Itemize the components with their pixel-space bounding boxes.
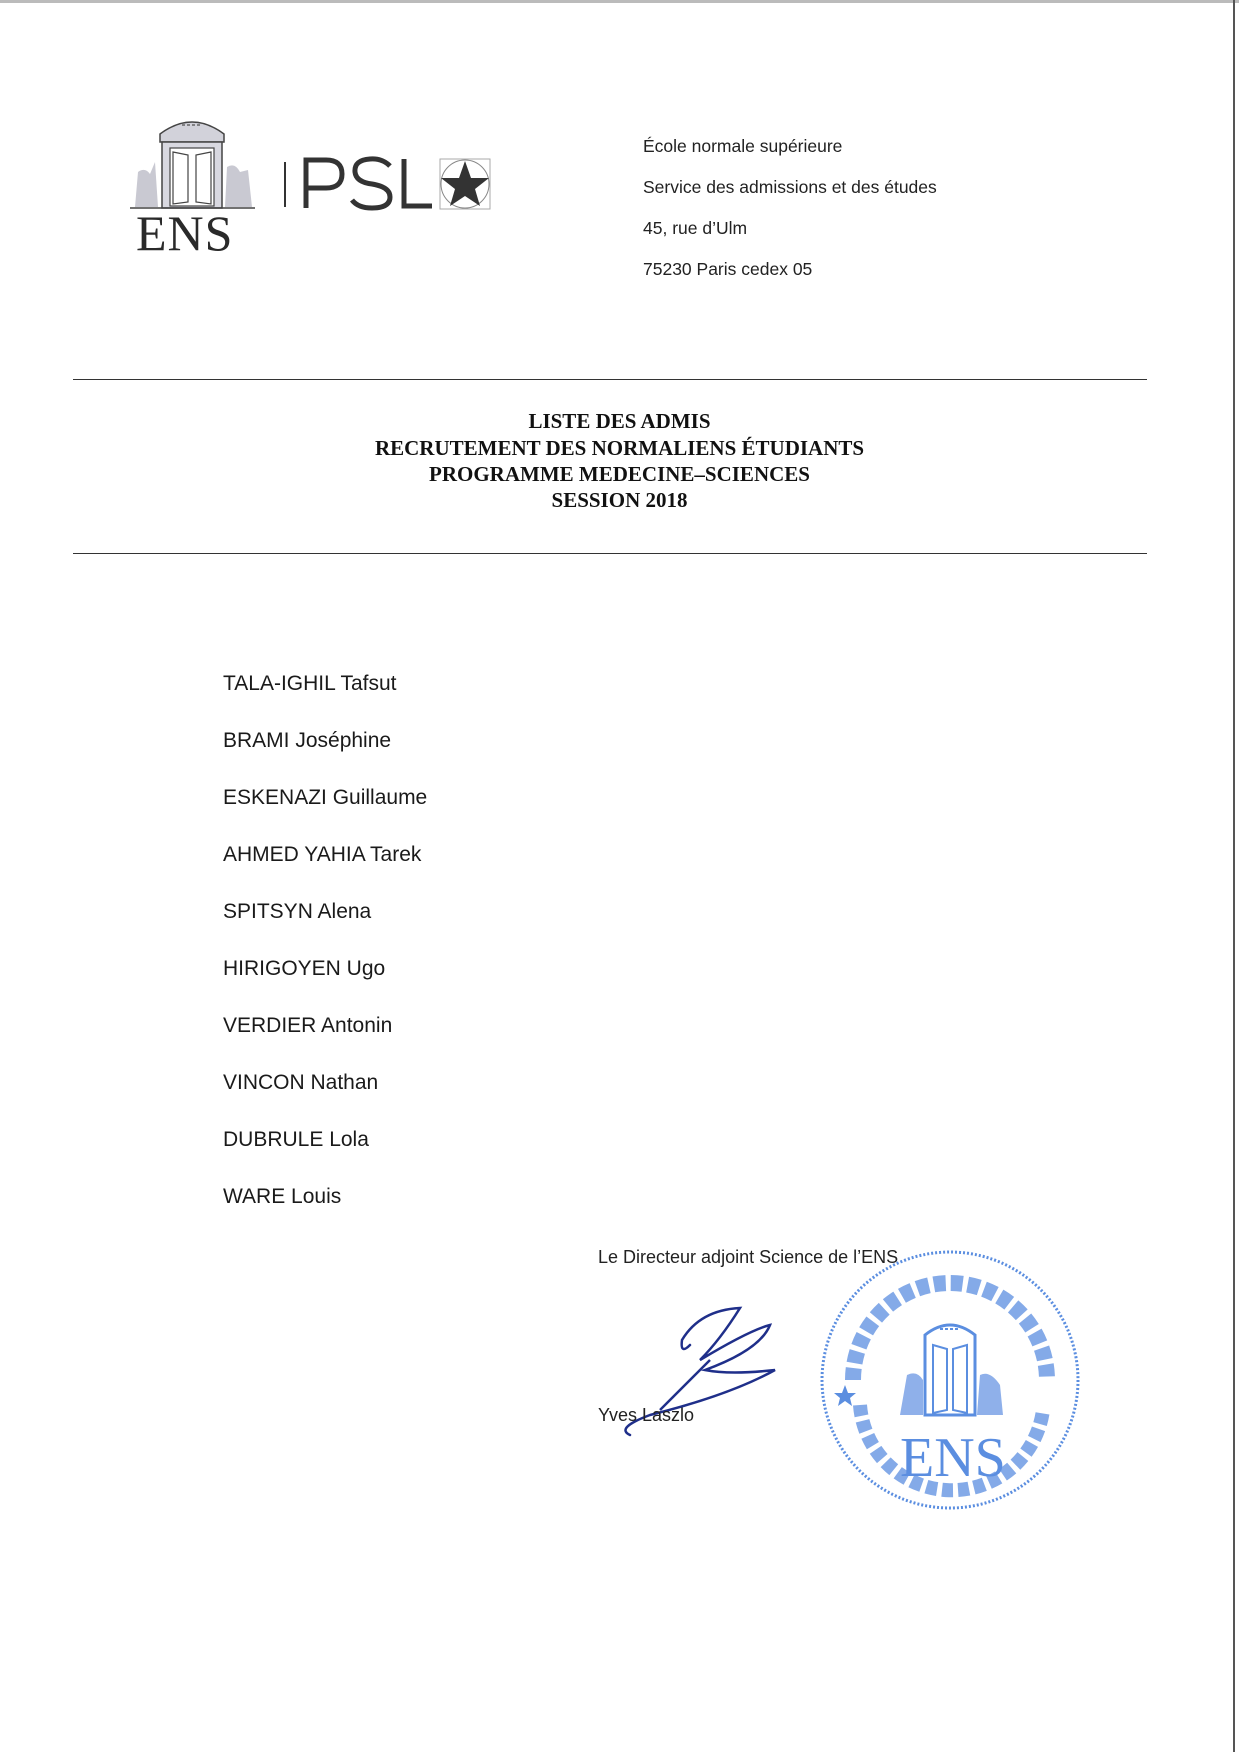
address-line: 75230 Paris cedex 05 — [643, 259, 813, 279]
stamp-center-text: ENS — [900, 1427, 1006, 1489]
title-line: RECRUTEMENT DES NORMALIENS ÉTUDIANTS — [374, 436, 865, 460]
list-item: BRAMI Joséphine — [223, 729, 392, 752]
list-item: ESKENAZI Guillaume — [223, 786, 428, 809]
signatory-role: Le Directeur adjoint Science de l’ENS — [598, 1247, 899, 1267]
handwritten-signature — [590, 1300, 790, 1450]
address-line: Service des admissions et des études — [643, 177, 937, 197]
divider — [73, 553, 1147, 554]
list-item: VINCON Nathan — [223, 1071, 379, 1094]
list-item: WARE Louis — [223, 1185, 342, 1208]
list-item: DUBRULE Lola — [223, 1128, 369, 1151]
list-item: VERDIER Antonin — [223, 1014, 393, 1037]
signatory-name: Yves Laszlo — [598, 1405, 695, 1425]
psl-logo — [282, 142, 497, 222]
address-line: École normale supérieure — [643, 136, 843, 156]
ens-logo — [130, 112, 255, 212]
list-item: TALA-IGHIL Tafsut — [223, 672, 397, 695]
list-item: SPITSYN Alena — [223, 900, 372, 923]
title-line: LISTE DES ADMIS — [528, 409, 711, 433]
list-item: HIRIGOYEN Ugo — [223, 957, 386, 980]
title-line: SESSION 2018 — [551, 488, 688, 512]
title-line: PROGRAMME MEDECINE–SCIENCES — [429, 462, 810, 486]
ens-wordmark: ENS — [136, 205, 234, 261]
address-line: 45, rue d’Ulm — [643, 218, 748, 238]
divider — [73, 379, 1147, 380]
scan-edge-top — [0, 0, 1239, 3]
scan-edge-right — [1233, 0, 1235, 1752]
list-item: AHMED YAHIA Tarek — [223, 843, 422, 866]
